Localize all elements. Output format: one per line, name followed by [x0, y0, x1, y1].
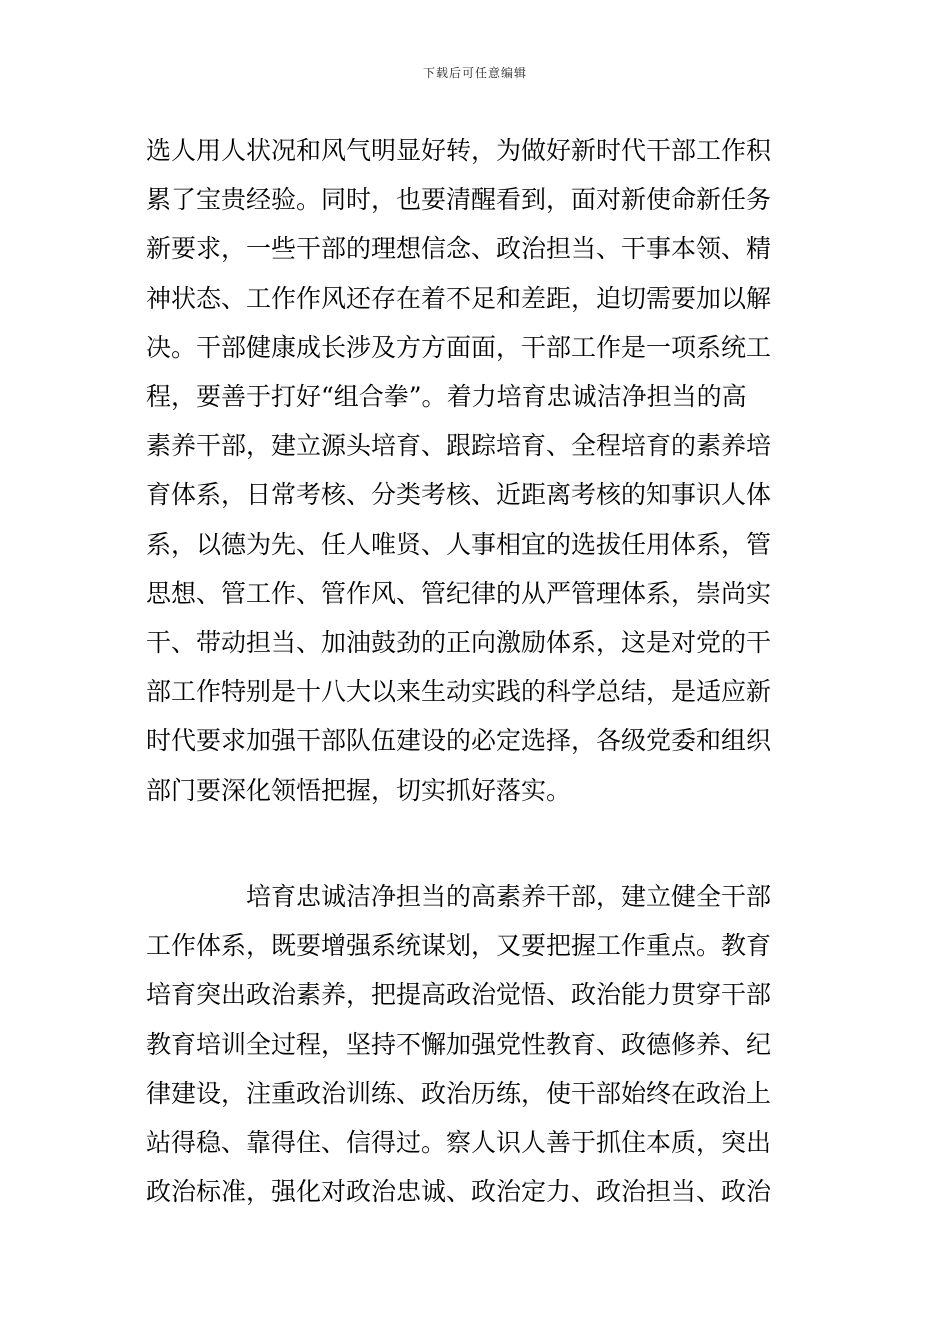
text-line: 部门要深化领悟把握，切实抓好落实。	[146, 775, 572, 805]
text-line: 政治标准，强化对政治忠诚、政治定力、政治担当、政治	[146, 1177, 772, 1207]
text-line: 累了宝贵经验。同时，也要清醒看到，面对新使命新任务	[146, 185, 772, 215]
text-line: 干、带动担当、加油鼓劲的正向激励体系，这是对党的干	[146, 628, 772, 658]
text-line: 育体系，日常考核、分类考核、近距离考核的知事识人体	[146, 480, 772, 510]
text-line: 律建设，注重政治训练、政治历练，使干部始终在政治上	[146, 1078, 772, 1108]
text-line: 工作体系，既要增强系统谋划，又要把握工作重点。教育	[146, 931, 772, 961]
text-line: 站得稳、靠得住、信得过。察人识人善于抓住本质，突出	[146, 1128, 772, 1158]
text-line: 程，要善于打好“组合拳”。着力培育忠诚洁净担当的高	[146, 382, 747, 412]
text-line: 时代要求加强干部队伍建设的必定选择，各级党委和组织	[146, 726, 772, 756]
paragraph-1	[146, 126, 806, 815]
text-line-indented	[146, 872, 806, 921]
text-line: 教育培训全过程，坚持不懈加强党性教育、政德修养、纪	[146, 1029, 772, 1059]
text-line: 部工作特别是十八大以来生动实践的科学总结，是适应新	[146, 677, 772, 707]
text-line: 系，以德为先、任人唯贤、人事相宜的选拔任用体系，管	[146, 529, 772, 559]
header-note: 下载后可任意编辑	[422, 66, 527, 80]
text-line: 新要求，一些干部的理想信念、政治担当、干事本领、精	[146, 234, 772, 264]
text-line: 决。干部健康成长涉及方方面面，干部工作是一项系统工	[146, 332, 772, 362]
text-line: 培育突出政治素养，把提高政治觉悟、政治能力贯穿干部	[146, 980, 772, 1010]
text-line: 神状态、工作作风还存在着不足和差距，迫切需要加以解	[146, 283, 772, 313]
text-line-content: 培育忠诚洁净担当的高素养干部，建立健全干部	[246, 882, 772, 911]
text-line: 素养干部，建立源头培育、跟踪培育、全程培育的素养培	[146, 431, 772, 461]
text-line: 思想、管工作、管作风、管纪律的从严管理体系，崇尚实	[146, 578, 772, 608]
text-line: 选人用人状况和风气明显好转，为做好新时代干部工作积	[146, 136, 772, 165]
paragraph-2	[146, 872, 806, 1216]
